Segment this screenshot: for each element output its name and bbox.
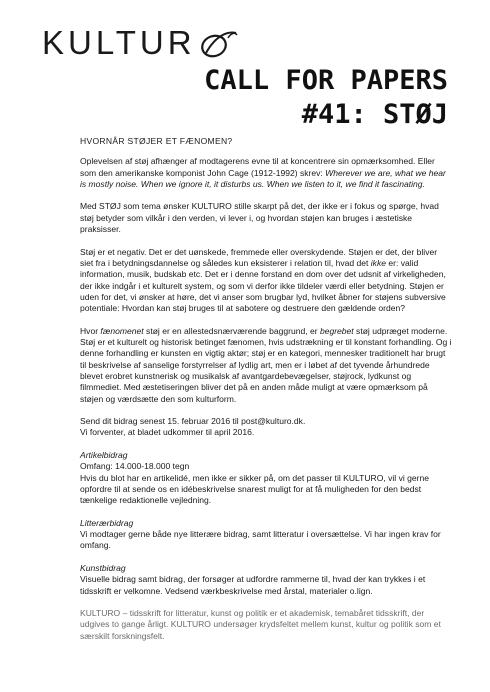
title-block <box>204 64 448 132</box>
label-artikelbidrag: Artikelbidrag <box>80 450 128 461</box>
artikel-text: Hvis du blot har en artikelidé, men ikke er sikker på, om det passer til KULTURO, vil vi gerne opfordre til at sende os en idébeskrivelse snarest muligt for at få muligheden for den bedst tænkelige redaktionelle vejledning. <box>80 472 429 506</box>
label-litteraerbidrag: Litterærbidrag <box>80 517 134 528</box>
content <box>80 136 452 642</box>
artikel-extent: Omfang: 14.000-18.000 tegn <box>80 461 190 472</box>
submission-deadline: Send dit bidrag senest 15. februar 2016 til post@kulturo.dk. <box>80 416 306 427</box>
footer-about: KULTURO – tidsskrift for litteratur, kunst og politik er et akademisk, temabåret tidsskrift, der udgives to gange årligt. KULTURO undersøger krydsfeltet mellem kunst, kultur og politik som et særskilt forskningsfelt. <box>80 608 441 641</box>
paragraph-modern: Hvor fænomenet støj er en allestedsnærværende baggrund, er begrebet støj udpræget moderne. Støj er et kulturelt og historisk betinget fænomen, hvis udstrækning er til konstant forhandling. Og i denne forhandling er kunsten en vigtig aktør; støj er en kategori, mennesker traditionelt har brugt til beskrivelse af sanselige forstyrrelser af lydlig art, men er i løbet af det tyvende århundrede blevet erobret kunstnerisk og musikalsk af avantgardebevægelser, støjrock, lydkunst og filmmediet. Med æstetiseringen bliver det på en anden måde muligt at være opmærksom på støjen og værdsætte den som kulturform. <box>80 325 452 404</box>
swirl-o-logo-mark-icon <box>198 29 238 59</box>
litteraer-text: Vi modtager gerne både nye litterære bidrag, samt litteratur i oversættelse. Vi har ingen krav for omfang. <box>80 529 441 551</box>
paragraph-theme: Med STØJ som tema ønsker KULTURO stille skarpt på det, der ikke er i fokus og spørge, hvad støj betyder som vilkår i den verden, vi lever i, og hvordan støjen kan bruges i æstetiske praksisser. <box>80 201 439 235</box>
paragraph-negative: Støj er et negativ. Det er det uønskede, fremmede eller overskydende. Støjen er det, der bliver siet fra i betydningsdannelse og således kun eksisterer i relation til, hvad det ikke er: valid information, musik, budskab etc. Det er i denne forstand en dom over det udsnit af virkeligheden, der ikke indgår i et kulturelt system, og som vi derfor ikke tildeler værdi eller betydning. Støjen er uden for det, vi ønsker at høre, det vi anser som brugbar lyd, hvilket åbner for støjens subversive potentiale: Hvordan kan støj bruges til at sabotere og destruere den gældende orden? <box>80 246 446 314</box>
publication-date: Vi forventer, at bladet udkommer til april 2016. <box>80 427 255 438</box>
logo-text: KULTUR <box>42 24 196 61</box>
section-heading: HVORNÅR STØJER ET FÆNOMEN? <box>80 136 233 146</box>
kunst-text: Visuelle bidrag samt bidrag, der forsøger at udfordre rammerne til, hvad der kan trykkes i et tidsskrift er velkomne. Vedsend værkbeskrivelse med årstal, materialer o.lign. <box>80 574 426 596</box>
cage-quote: Wherever we are, what we hear is mostly noise. When we ignore it, it disturbs us. When we listen to it, we find it fascinating. <box>80 167 446 189</box>
title-call-for-papers: CALL FOR PAPERS <box>204 65 448 96</box>
label-kunstbidrag: Kunstbidrag <box>80 562 126 573</box>
title-issue: #41: STØJ <box>301 99 448 130</box>
logo <box>42 26 238 59</box>
paragraph-intro: Oplevelsen af støj afhænger af modtagerens evne til at koncentrere sin opmærksomhed. Eller som den amerikanske komponist John Cage (1912-1992) skrev: Wherever we are, what we hear is mostly noise. When we ignore it, it disturbs us. When we listen to it, we find it fascinating. <box>80 156 446 189</box>
